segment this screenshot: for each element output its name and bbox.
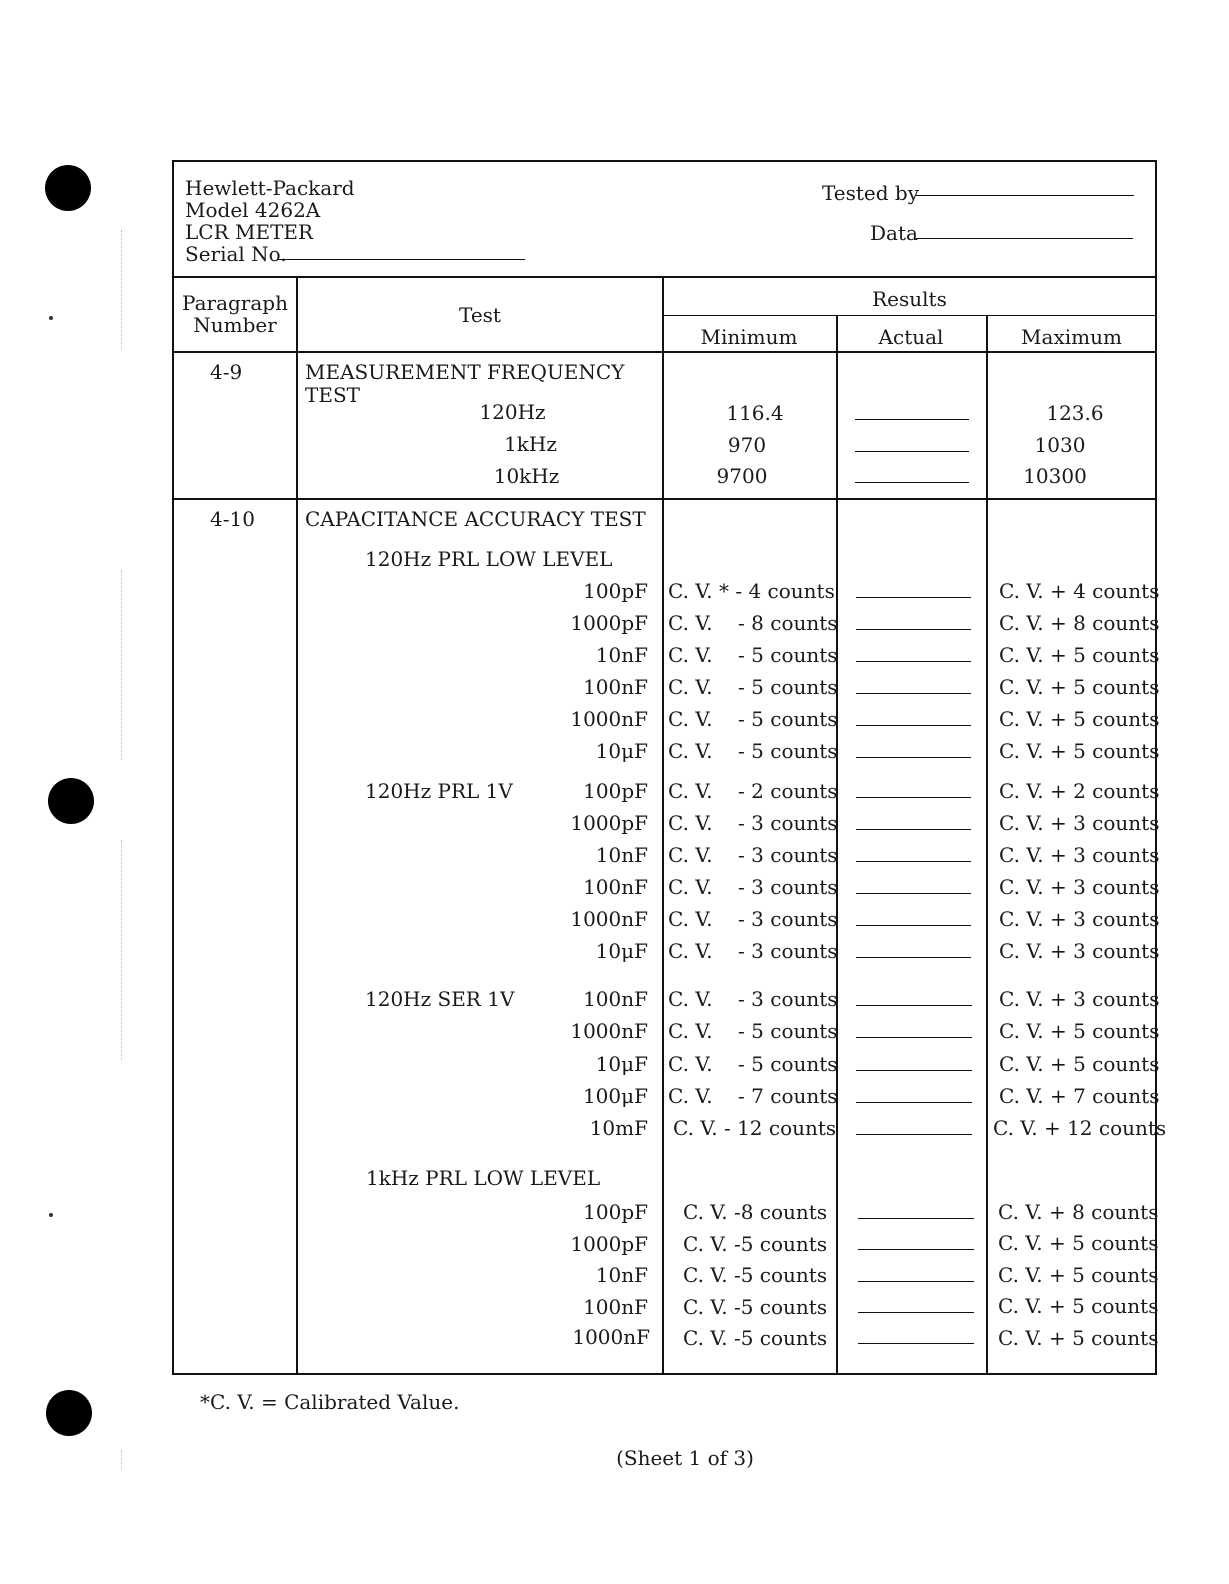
maximum-value: C. V. + 3 counts: [999, 843, 1160, 867]
col-divider-test: [662, 276, 664, 1375]
maximum-value: 10300: [1023, 464, 1087, 488]
column-header-divider: [172, 351, 1157, 353]
instrument-name: LCR METER: [185, 220, 314, 244]
binder-hole: [48, 778, 94, 824]
actual-field[interactable]: [856, 893, 971, 894]
capacitance-value: 100nF: [583, 987, 648, 1011]
margin-dots: [121, 570, 122, 760]
minimum-value: C. V. - 3 counts: [668, 987, 838, 1011]
capacitance-value: 10mF: [589, 1116, 648, 1140]
actual-field[interactable]: [855, 482, 969, 483]
maximum-value: C. V. + 3 counts: [999, 987, 1160, 1011]
capacitance-value: 10nF: [595, 1263, 648, 1287]
maximum-value: C. V. + 5 counts: [998, 1294, 1159, 1318]
minimum-value: 9700: [716, 464, 768, 488]
capacitance-value: 1000nF: [572, 1325, 650, 1349]
section-title-cont: TEST: [305, 383, 360, 407]
maximum-value: 1030: [1034, 433, 1086, 457]
minimum-value: 970: [727, 433, 767, 457]
capacitance-value: 100nF: [583, 675, 648, 699]
minimum-value: C. V. - 3 counts: [668, 939, 838, 963]
paragraph-header: Paragraph: [182, 291, 288, 315]
results-divider: [662, 315, 1157, 316]
maximum-value: C. V. + 5 counts: [998, 1263, 1159, 1287]
actual-field[interactable]: [856, 629, 971, 630]
capacitance-value: 10nF: [595, 643, 648, 667]
capacitance-value: 100pF: [583, 779, 648, 803]
serial-field[interactable]: [278, 259, 525, 260]
maximum-value: C. V. + 3 counts: [999, 875, 1160, 899]
minimum-value: C. V. -5 counts: [683, 1263, 828, 1287]
footnote: *C. V. = Calibrated Value.: [200, 1390, 460, 1414]
minimum-value: C. V. - 3 counts: [668, 907, 838, 931]
actual-field[interactable]: [856, 757, 971, 758]
minimum-value: C. V. -5 counts: [683, 1295, 828, 1319]
section-divider: [172, 498, 1157, 500]
col-divider-paragraph: [296, 276, 298, 1375]
maximum-value: C. V. + 5 counts: [999, 739, 1160, 763]
maximum-value: C. V. + 5 counts: [998, 1326, 1159, 1350]
minimum-value: C. V. - 5 counts: [668, 643, 838, 667]
frequency-label: 1kHz: [504, 432, 557, 456]
minimum-value: C. V. - 7 counts: [668, 1084, 838, 1108]
model-number: Model 4262A: [185, 198, 321, 222]
minimum-value: C. V. * - 4 counts: [668, 579, 835, 603]
capacitance-value: 100nF: [583, 1295, 648, 1319]
minimum-value: C. V. - 12 counts: [673, 1116, 837, 1140]
actual-field[interactable]: [856, 1102, 972, 1103]
actual-field[interactable]: [856, 661, 971, 662]
maximum-value: C. V. + 4 counts: [999, 579, 1160, 603]
capacitance-value: 1000nF: [570, 1019, 648, 1043]
capacitance-value: 100pF: [583, 1200, 648, 1224]
actual-field[interactable]: [856, 797, 971, 798]
capacitance-value: 10μF: [595, 939, 648, 963]
minimum-value: C. V. -5 counts: [683, 1232, 828, 1256]
capacitance-value: 1000pF: [570, 611, 648, 635]
results-header: Results: [872, 287, 947, 311]
maximum-value: C. V. + 7 counts: [999, 1084, 1160, 1108]
binder-hole: [46, 1390, 92, 1436]
capacitance-value: 10μF: [595, 739, 648, 763]
actual-field[interactable]: [858, 1312, 974, 1313]
actual-field[interactable]: [856, 861, 971, 862]
maximum-value: C. V. + 5 counts: [999, 707, 1160, 731]
capacitance-value: 1000nF: [570, 907, 648, 931]
actual-field[interactable]: [856, 1070, 972, 1071]
group-label: 1kHz PRL LOW LEVEL: [366, 1166, 601, 1190]
capacitance-value: 10μF: [595, 1052, 648, 1076]
minimum-value: C. V. - 8 counts: [668, 611, 838, 635]
maximum-value: C. V. + 8 counts: [998, 1200, 1159, 1224]
minimum-value: C. V. -5 counts: [683, 1326, 828, 1350]
frequency-label: 120Hz: [479, 400, 546, 424]
paragraph-number: 4-9: [210, 360, 243, 384]
minimum-value: C. V. - 3 counts: [668, 843, 838, 867]
actual-header: Actual: [878, 325, 944, 349]
minimum-value: C. V. - 5 counts: [668, 1019, 838, 1043]
capacitance-value: 1000nF: [570, 707, 648, 731]
margin-mark: [49, 1213, 53, 1217]
minimum-value: C. V. - 2 counts: [668, 779, 838, 803]
margin-mark: [49, 316, 53, 320]
section-title: MEASUREMENT FREQUENCY: [305, 360, 625, 384]
company-name: Hewlett-Packard: [185, 176, 355, 200]
maximum-value: C. V. + 8 counts: [999, 611, 1160, 635]
actual-field[interactable]: [856, 925, 971, 926]
actual-field[interactable]: [856, 957, 971, 958]
margin-dots: [121, 230, 122, 350]
minimum-value: C. V. -8 counts: [683, 1200, 828, 1224]
actual-field[interactable]: [856, 1037, 972, 1038]
minimum-value: 116.4: [726, 401, 784, 425]
minimum-value: C. V. - 5 counts: [668, 707, 838, 731]
frequency-label: 10kHz: [493, 464, 560, 488]
actual-field[interactable]: [858, 1343, 974, 1344]
actual-field[interactable]: [855, 451, 969, 452]
minimum-value: C. V. - 5 counts: [668, 1052, 838, 1076]
maximum-value: C. V. + 3 counts: [999, 939, 1160, 963]
maximum-value: C. V. + 5 counts: [999, 643, 1160, 667]
sheet-number: (Sheet 1 of 3): [616, 1446, 754, 1470]
margin-dots: [121, 840, 122, 1060]
maximum-header: Maximum: [1021, 325, 1122, 349]
col-divider-actual: [986, 315, 988, 1375]
actual-field[interactable]: [856, 829, 971, 830]
header-divider: [172, 276, 1157, 278]
paragraph-number: 4-10: [210, 507, 255, 531]
binder-hole: [45, 165, 91, 211]
group-label: 120Hz SER 1V: [365, 987, 515, 1011]
minimum-header: Minimum: [700, 325, 798, 349]
actual-field[interactable]: [856, 597, 971, 598]
actual-field[interactable]: [856, 693, 971, 694]
actual-field[interactable]: [858, 1249, 974, 1250]
tested-by-label: Tested by: [822, 181, 920, 205]
actual-field[interactable]: [858, 1218, 974, 1219]
maximum-value: C. V. + 5 counts: [999, 1019, 1160, 1043]
serial-label: Serial No.: [185, 242, 287, 266]
actual-field[interactable]: [856, 1005, 972, 1006]
minimum-value: C. V. - 5 counts: [668, 675, 838, 699]
actual-field[interactable]: [856, 1134, 972, 1135]
capacitance-value: 100pF: [583, 579, 648, 603]
section-title: CAPACITANCE ACCURACY TEST: [305, 507, 646, 531]
group-label: 120Hz PRL LOW LEVEL: [365, 547, 613, 571]
maximum-value: C. V. + 5 counts: [999, 1052, 1160, 1076]
capacitance-value: 1000pF: [570, 1232, 648, 1256]
data-label: Data: [870, 221, 918, 245]
maximum-value: C. V. + 3 counts: [999, 811, 1160, 835]
maximum-value: C. V. + 5 counts: [998, 1231, 1159, 1255]
margin-dots: [121, 1450, 122, 1470]
paragraph-header-number: Number: [193, 313, 277, 337]
minimum-value: C. V. - 3 counts: [668, 875, 838, 899]
actual-field[interactable]: [855, 419, 969, 420]
group-label: 120Hz PRL 1V: [365, 779, 513, 803]
actual-field[interactable]: [858, 1281, 974, 1282]
maximum-value: C. V. + 5 counts: [999, 675, 1160, 699]
maximum-value: C. V. + 2 counts: [999, 779, 1160, 803]
test-header: Test: [459, 303, 501, 327]
capacitance-value: 100nF: [583, 875, 648, 899]
data-field[interactable]: [916, 238, 1133, 239]
capacitance-value: 100μF: [582, 1084, 648, 1108]
capacitance-value: 1000pF: [570, 811, 648, 835]
maximum-value: 123.6: [1046, 401, 1104, 425]
maximum-value: C. V. + 12 counts: [993, 1116, 1167, 1140]
minimum-value: C. V. - 3 counts: [668, 811, 838, 835]
tested-by-field[interactable]: [916, 195, 1134, 196]
capacitance-value: 10nF: [595, 843, 648, 867]
actual-field[interactable]: [856, 725, 971, 726]
minimum-value: C. V. - 5 counts: [668, 739, 838, 763]
maximum-value: C. V. + 3 counts: [999, 907, 1160, 931]
